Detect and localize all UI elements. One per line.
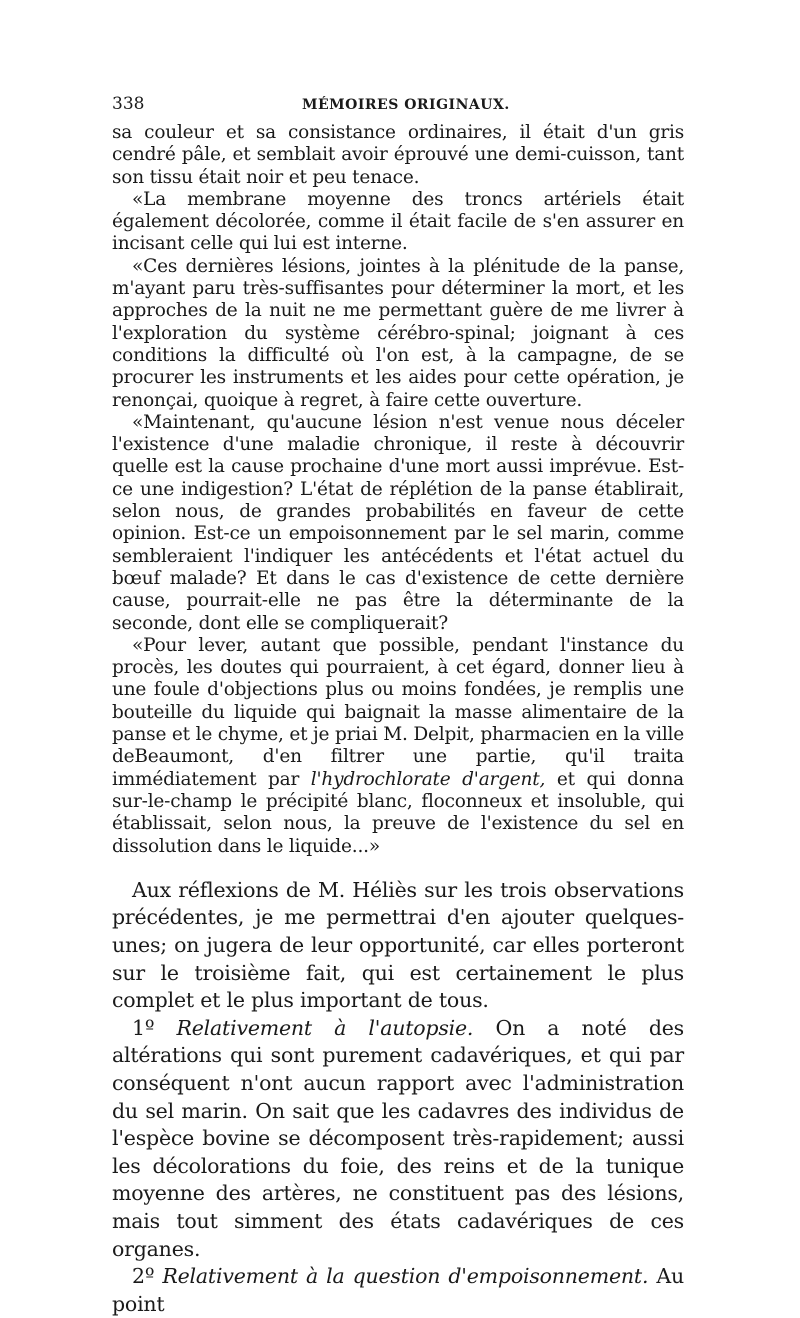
commentary-paragraph-1: Aux réflexions de M. Héliès sur les trois observations précédentes, je me permettrai d'en ajouter quelques-unes; on jugera de leur opportunité, car elles porteront sur le troisième fait, qui est certainement le plus complet et le plus important de tous.: [112, 877, 684, 1013]
quoted-report: [112, 122, 684, 858]
quote-paragraph-5: [112, 635, 684, 858]
point-1-heading: Relativement à l'autopsie.: [176, 1015, 474, 1040]
point-1-text: On a noté des altérations qui sont purement cadavériques, et qui par conséquent n'ont aucun rapport avec l'administration du sel marin. On sait que les cadavres des individus de l'espèce bovine se décomposent très-rapidement; aussi les décolorations du foie, des reins et de la tunique moyenne des artères, ne constituent pas des lésions, mais tout simment des états cadavériques de ces organes.: [112, 1015, 684, 1261]
quote-paragraph-2: «La membrane moyenne des troncs artériels était également décolorée, comme il était facile de s'en assurer en incisant celle qui lui est interne.: [112, 188, 684, 255]
book-page: [112, 94, 684, 1318]
quote-paragraph-5-start: «Pour lever, autant que possible, pendant l'instance du procès, les doutes qui pourraient, à cet égard, donner lieu à une foule d'objections plus ou moins fondées, je remplis une bouteille du liquide qui baignait la masse alimentaire de la panse et le chyme, et je priai M. Delpit, pharmacien en la ville deBeaumont, d'en filtrer une partie, qu'il traita immédiatement par: [112, 634, 684, 790]
quote-paragraph-1: sa couleur et sa consistance ordinaires, il était d'un gris cendré pâle, et semblait avoir éprouvé une demi-cuisson, tant son tissu était noir et peu tenace.: [112, 122, 684, 188]
reagent-name: l'hydrochlorate d'argent,: [310, 768, 546, 790]
quote-paragraph-5-end: et qui donna sur-le-champ le précipité blanc, floconneux et insoluble, qui établissait, selon nous, la preuve de l'existence du sel en dissolution dans le liquide...»: [112, 768, 684, 857]
running-title: MÉMOIRES ORIGINAUX.: [302, 97, 510, 113]
quote-paragraph-3: «Ces dernières lésions, jointes à la plénitude de la panse, m'ayant paru très-suffisantes pour déterminer la mort, et les approches de la nuit ne me permettant guère de me livrer à l'exploration du système cérébro-spinal; joignant à ces conditions la difficulté où l'on est, à la campagne, de se procurer les instruments et les aides pour cette opération, je renonçai, quoique à regret, à faire cette ouverture.: [112, 255, 684, 411]
author-commentary: [112, 877, 684, 1318]
point-2-text: Au point: [112, 1264, 684, 1316]
quote-paragraph-4: «Maintenant, qu'aucune lésion n'est venue nous déceler l'existence d'une maladie chronique, il reste à découvrir quelle est la cause prochaine d'une mort aussi imprévue. Est-ce une indigestion? L'état de réplétion de la panse établirait, selon nous, de grandes probabilités en faveur de cette opinion. Est-ce un empoisonnement par le sel marin, comme sembleraient l'indiquer les antécédents et l'état actuel du bœuf malade? Et dans le cas d'existence de cette dernière cause, pourrait-elle ne pas être la déterminante de la seconde, dont elle se compliquerait?: [112, 411, 684, 634]
point-1-number: 1º: [132, 1015, 177, 1040]
point-2-heading: Relativement à la question d'empoisonnement.: [162, 1264, 649, 1289]
point-2-number: 2º: [132, 1264, 163, 1289]
commentary-paragraph-3: [112, 1263, 684, 1318]
page-number: 338: [112, 94, 145, 114]
commentary-paragraph-2: [112, 1015, 684, 1263]
page-header: [112, 94, 684, 120]
